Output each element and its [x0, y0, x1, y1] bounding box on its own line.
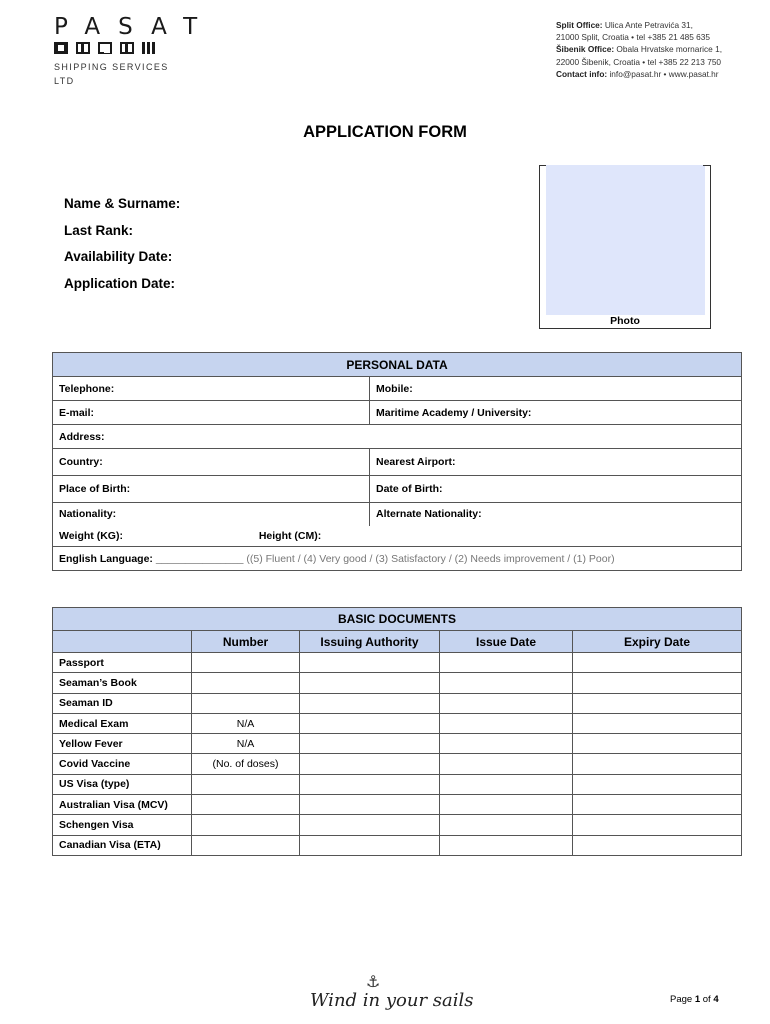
place-of-birth-cell[interactable]: Place of Birth: [53, 476, 370, 503]
photo-box[interactable] [539, 165, 711, 329]
doc-issue-date-cell[interactable] [440, 774, 573, 794]
flag-icon [54, 42, 68, 54]
doc-authority-cell[interactable] [300, 693, 440, 713]
doc-number-cell[interactable] [192, 774, 300, 794]
doc-label: Medical Exam [53, 713, 192, 733]
photo-placeholder[interactable] [546, 165, 705, 315]
doc-number-cell[interactable]: N/A [192, 713, 300, 733]
flag-icon [142, 42, 156, 54]
doc-number-cell[interactable]: (No. of doses) [192, 754, 300, 774]
doc-authority-cell[interactable] [300, 795, 440, 815]
table-row [53, 673, 742, 693]
page-current: 1 [694, 994, 701, 1005]
height-label[interactable]: Height (CM): [258, 529, 322, 542]
page-total: 4 [713, 994, 719, 1005]
doc-number-cell[interactable] [192, 815, 300, 835]
name-field-label: Name & Surname: [64, 196, 181, 211]
doc-issue-date-cell[interactable] [440, 673, 573, 693]
table-row [53, 653, 742, 673]
split-office-address: Ulica Ante Petravića 31, [604, 20, 693, 30]
doc-expiry-date-cell[interactable] [573, 653, 742, 673]
doc-expiry-date-cell[interactable] [573, 713, 742, 733]
doc-issue-date-cell[interactable] [440, 754, 573, 774]
table-row [53, 693, 742, 713]
doc-issue-date-cell[interactable] [440, 734, 573, 754]
doc-authority-cell[interactable] [300, 734, 440, 754]
doc-expiry-date-cell[interactable] [573, 795, 742, 815]
doc-label: Canadian Visa (ETA) [53, 835, 192, 855]
doc-issue-date-cell[interactable] [440, 815, 573, 835]
doc-number-cell[interactable] [192, 673, 300, 693]
doc-expiry-date-cell[interactable] [573, 774, 742, 794]
rank-field-label: Last Rank: [64, 222, 134, 238]
doc-authority-cell[interactable] [300, 754, 440, 774]
table-row [53, 713, 742, 733]
doc-issue-date-cell[interactable] [440, 653, 573, 673]
application-date-label: Application Date: [64, 275, 176, 291]
doc-authority-cell[interactable] [300, 815, 440, 835]
basic-documents-header: BASIC DOCUMENTS [53, 608, 742, 631]
english-language-cell[interactable] [53, 547, 742, 571]
doc-issue-date-cell[interactable] [440, 795, 573, 815]
doc-authority-cell[interactable] [300, 835, 440, 855]
availability-field-label: Availability Date: [64, 249, 173, 264]
doc-expiry-date-cell[interactable] [573, 673, 742, 693]
doc-label: Covid Vaccine [53, 754, 192, 774]
doc-label: Passport [53, 653, 192, 673]
doc-authority-cell[interactable] [300, 774, 440, 794]
page-word: Page [670, 994, 693, 1005]
english-language-label: English Language: _______________ [59, 552, 244, 565]
footer-slogan: Wind in your sails [310, 990, 474, 1011]
contact-block [556, 19, 766, 80]
table-row [53, 774, 742, 794]
doc-label: Yellow Fever [53, 734, 192, 754]
sibenik-office-city: 22000 Šibenik, Croatia • tel +385 22 213 750 [556, 56, 722, 67]
split-office-city: 21000 Split, Croatia • tel +385 21 485 635 [556, 32, 710, 43]
personal-data-table [52, 352, 742, 571]
flag-icon [76, 42, 90, 54]
flag-icon [120, 42, 134, 54]
doc-number-cell[interactable] [192, 835, 300, 855]
signal-flags-logo [54, 42, 156, 54]
flag-icon [98, 42, 112, 54]
doc-label: Australian Visa (MCV) [53, 795, 192, 815]
doc-authority-cell[interactable] [300, 653, 440, 673]
country-cell[interactable]: Country: [53, 449, 370, 476]
doc-label: Seaman ID [53, 693, 192, 713]
column-header-number: Number [192, 631, 300, 653]
sibenik-office-address: Obala Hrvatske mornarice 1, [616, 44, 723, 55]
mobile-cell[interactable]: Mobile: [370, 377, 742, 401]
split-office-label: Split Office: [556, 20, 603, 30]
page-of: of [702, 994, 711, 1005]
table-row [53, 835, 742, 855]
doc-number-cell[interactable]: N/A [192, 734, 300, 754]
sibenik-office-label: Šibenik Office: [556, 44, 615, 55]
date-of-birth-cell[interactable]: Date of Birth: [370, 476, 742, 503]
doc-expiry-date-cell[interactable] [573, 754, 742, 774]
doc-expiry-date-cell[interactable] [573, 835, 742, 855]
doc-number-cell[interactable] [192, 693, 300, 713]
doc-label: US Visa (type) [53, 774, 192, 794]
telephone-cell[interactable]: Telephone: [53, 377, 370, 401]
airport-cell[interactable]: Nearest Airport: [370, 449, 742, 476]
contact-info-value[interactable]: info@pasat.hr • www.pasat.hr [609, 68, 719, 79]
alt-nationality-cell[interactable]: Alternate Nationality: [370, 503, 742, 526]
doc-header-empty [53, 631, 192, 653]
doc-label: Seaman’s Book [53, 673, 192, 693]
weight-label[interactable]: Weight (KG): [59, 529, 123, 542]
address-cell[interactable]: Address: [53, 425, 742, 449]
table-row [53, 795, 742, 815]
page-title: APPLICATION FORM [303, 123, 467, 141]
doc-issue-date-cell[interactable] [440, 693, 573, 713]
table-row [53, 754, 742, 774]
company-logo-subtitle: SHIPPING SERVICES LTD [54, 62, 169, 86]
academy-cell[interactable]: Maritime Academy / University: [370, 401, 742, 425]
doc-issue-date-cell[interactable] [440, 713, 573, 733]
table-row [53, 815, 742, 835]
weight-height-cell [53, 526, 742, 547]
contact-info-label: Contact info: [556, 68, 608, 79]
doc-expiry-date-cell[interactable] [573, 693, 742, 713]
doc-number-cell[interactable] [192, 653, 300, 673]
company-logo-wordmark: PASAT [54, 14, 216, 40]
nationality-cell[interactable]: Nationality: [53, 503, 370, 526]
doc-expiry-date-cell[interactable] [573, 734, 742, 754]
doc-issue-date-cell[interactable] [440, 835, 573, 855]
english-scale-hint: ((5) Fluent / (4) Very good / (3) Satisfactory / (2) Needs improvement / (1) Poor) [246, 552, 615, 565]
basic-documents-table [52, 607, 742, 856]
page-number [670, 994, 719, 1005]
applicant-fields [64, 196, 180, 302]
doc-authority-cell[interactable] [300, 673, 440, 693]
column-header-issue-date: Issue Date [440, 631, 573, 653]
column-header-authority: Issuing Authority [300, 631, 440, 653]
doc-expiry-date-cell[interactable] [573, 815, 742, 835]
doc-label: Schengen Visa [53, 815, 192, 835]
anchor-icon: ⚓ [366, 974, 381, 991]
table-row [53, 734, 742, 754]
personal-data-header: PERSONAL DATA [53, 353, 742, 377]
column-header-expiry-date: Expiry Date [573, 631, 742, 653]
photo-label: Photo [610, 315, 640, 327]
doc-number-cell[interactable] [192, 795, 300, 815]
doc-authority-cell[interactable] [300, 713, 440, 733]
email-cell[interactable]: E-mail: [53, 401, 370, 425]
